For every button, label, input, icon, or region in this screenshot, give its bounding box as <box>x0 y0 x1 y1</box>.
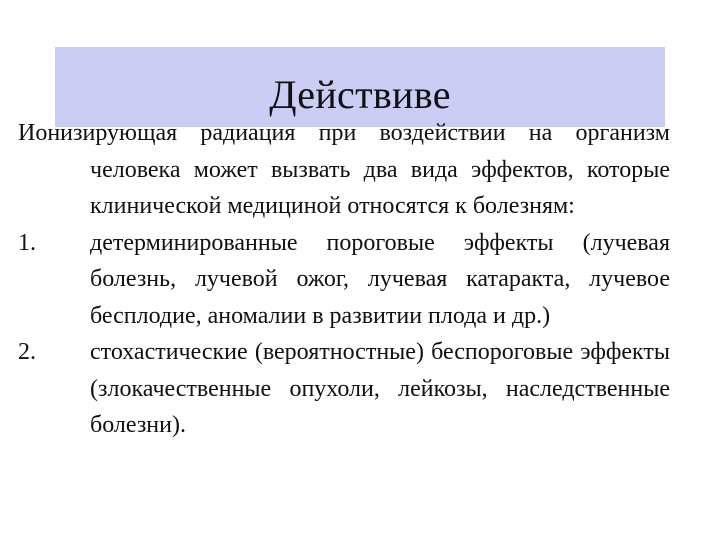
slide-title: Действиве <box>269 72 451 117</box>
list-item <box>18 334 670 444</box>
list-item-text: стохастические (вероятностные) беспороговые эффекты (злокачественные опухоли, лейкозы, наследственные болезни). <box>90 339 670 438</box>
list-item-number: 2. <box>18 339 36 365</box>
list-item-number: 1. <box>18 229 36 256</box>
list-item <box>18 225 670 335</box>
list-item-text: детерминированные пороговые эффекты (лучевая болезнь, лучевой ожог, лучевая катаракта, лучевое бесплодие, аномалии в развитии плода и др.) <box>90 229 670 329</box>
slide-body <box>18 115 670 444</box>
intro-paragraph: Ионизирующая радиация при воздействии на организм человека может вызвать два вида эффектов, которые клинической медициной относятся к болезням: <box>18 120 670 219</box>
